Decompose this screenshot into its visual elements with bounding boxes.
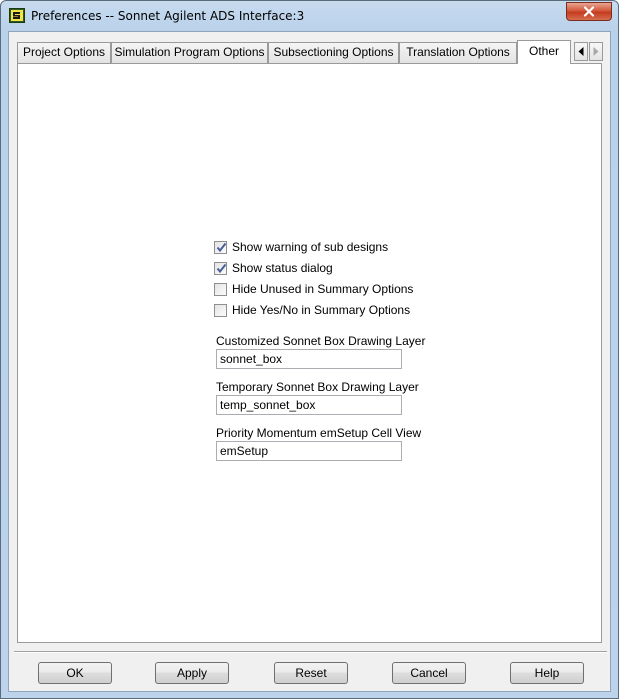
emsetup-cell-view-input[interactable] [216,441,402,461]
apply-button[interactable]: Apply [155,662,229,684]
hide-unused-summary-option[interactable] [214,281,413,297]
checkbox-label: Show warning of sub designs [232,240,389,254]
tab-subsectioning-options[interactable] [268,42,399,63]
title-bar[interactable] [1,1,618,31]
tab-scroll-left-button[interactable] [574,42,588,61]
tab-translation-options[interactable] [399,42,517,63]
tab-label: Subsectioning Options [273,45,394,59]
checkbox-label: Show status dialog [232,261,333,275]
tab-label: Simulation Program Options [114,45,265,59]
emsetup-cell-view-label: Priority Momentum emSetup Cell View [216,426,422,440]
tab-project-options[interactable] [17,42,111,63]
other-tab-panel [17,63,602,643]
checkbox-hide-unused[interactable] [214,283,227,296]
tab-strip [9,32,612,64]
temporary-box-layer-input[interactable] [216,395,402,415]
tab-label: Translation Options [406,45,510,59]
ok-button[interactable]: OK [38,662,112,684]
dialog-client-area [8,31,611,692]
close-icon [583,6,595,17]
show-status-dialog-option[interactable] [214,260,333,276]
divider [14,651,607,653]
tab-label: Other [528,44,559,58]
hide-yes-no-summary-option[interactable] [214,302,410,318]
tab-scroll-right-button[interactable] [589,42,603,61]
window-title: Preferences -- Sonnet Agilent ADS Interface:3 [31,9,305,23]
checkmark-icon [216,242,227,253]
checkbox-label: Hide Unused in Summary Options [232,282,414,296]
triangle-right-icon [593,47,599,56]
show-warning-sub-designs-option[interactable] [214,239,388,255]
checkbox-show-warning[interactable] [214,241,227,254]
checkbox-hide-yes-no[interactable] [214,304,227,317]
tab-other[interactable] [517,40,571,64]
help-button[interactable]: Help [510,662,584,684]
reset-button[interactable]: Reset [274,662,348,684]
tab-simulation-program-options[interactable] [111,42,268,63]
sonnet-app-icon [9,7,25,23]
checkbox-label: Hide Yes/No in Summary Options [232,303,411,317]
triangle-left-icon [578,47,584,56]
customized-box-layer-input[interactable] [216,349,402,369]
checkbox-show-status[interactable] [214,262,227,275]
temporary-box-layer-label: Temporary Sonnet Box Drawing Layer [216,380,419,394]
customized-box-layer-label: Customized Sonnet Box Drawing Layer [216,334,426,348]
cancel-button[interactable]: Cancel [392,662,466,684]
close-button[interactable] [566,2,612,21]
tab-label: Project Options [22,45,106,59]
checkmark-icon [216,263,227,274]
